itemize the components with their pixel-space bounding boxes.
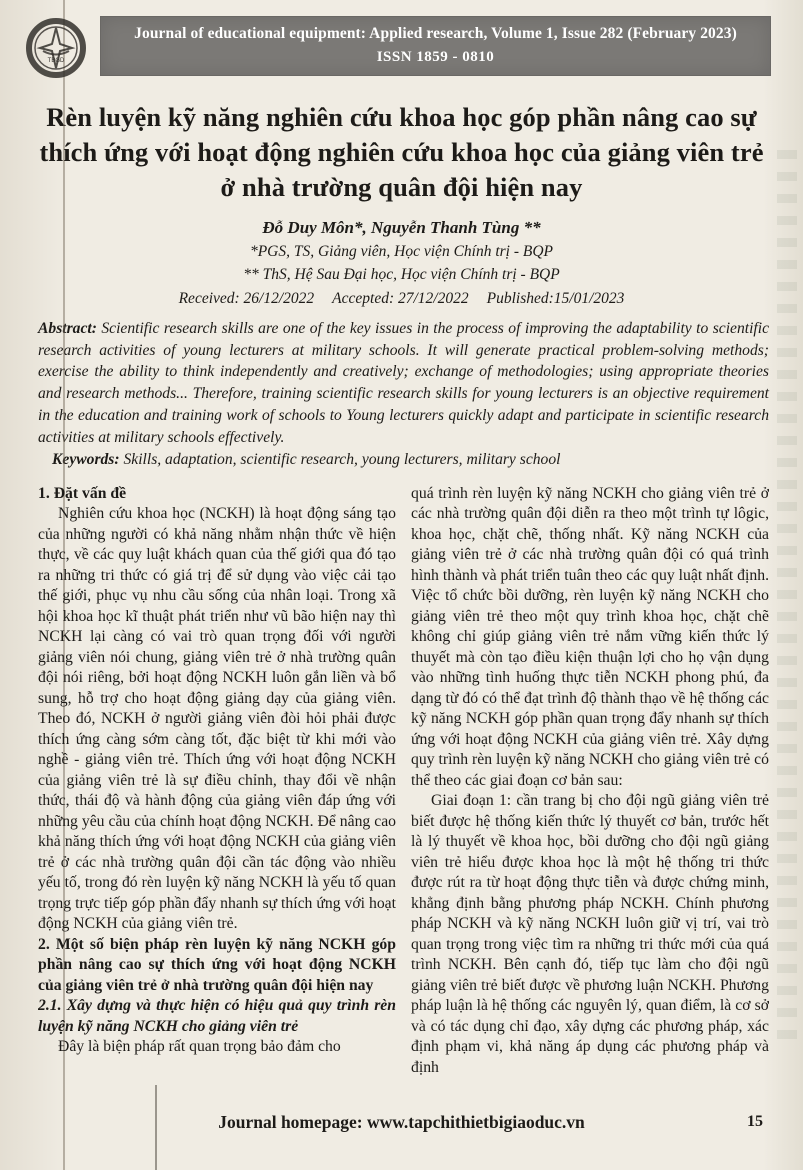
page-bleed-through [777,150,797,1050]
section-1-paragraph: Nghiên cứu khoa học (NCKH) là hoạt động sáng tạo của những người có khả năng nhằm nhận thức về hiện thực, về các quy luật khách quan của thế giới qua đó tạo ra những tri thức có giá trị để sử dụng vào việc cải tạo thế giới, phục vụ nhu cầu sống của nhân loại. Trong xã hội khoa học kĩ thuật phát triển như vũ bão hiện nay thì NCKH lại càng có vai trò quan trọng đối với người giảng viên nói chung, giảng viên trẻ ở nhà trường quân đội nói riêng, bởi hoạt động NCKH luôn gắn liền và bổ sung, hỗ trợ cho hoạt động giảng dạy của giảng viên. Theo đó, NCKH ở người giảng viên đòi hỏi phải được thích ứng càng sớm càng tốt, đặc biệt từ khi mới vào nghề - giảng viên trẻ. Thích ứng với hoạt động NCKH của giảng viên trẻ là sự điều chỉnh, thay đổi về nhận thức, thái độ và hành động của giảng viên đáp ứng với những yêu cầu của chính hoạt động NCKH. Để nâng cao khả năng thích ứng với hoạt động NCKH của giảng viên trẻ ở các nhà trường quân đội cần tác động vào nhiều yếu tố, trong đó rèn luyện kỹ năng NCKH là yếu tố quan trọng trực tiếp góp phần đẩy nhanh sự thích ứng với hoạt động NCKH của giảng viên trẻ. [38,505,396,933]
abstract-paragraph [38,318,769,449]
page-header [26,16,771,78]
right-column-paragraph-2: Giai đoạn 1: cần trang bị cho đội ngũ giảng viên trẻ biết được hệ thống kiến thức lý thuyết cơ bản, trước hết là lý thuyết về khoa học, bồi dưỡng cho đội ngũ giảng viên trẻ hiểu được khoa học là một hệ thống tri thức được rút ra từ hoạt động thực tiễn và được chứng minh, khẳng định bằng phương pháp NCKH. Chính phương pháp NCKH và kỹ năng NCKH luôn giữ vị trí, vai trò quan trọng trong việc tìm ra những tri thức mới của quá trình NCKH. Bên cạnh đó, tiếp tục làm cho đội ngũ giảng viên trẻ biết được về phương luận NCKH. Phương pháp luận là hệ thống các nguyên lý, quan điểm, là cơ sở và có tác dụng chỉ đạo, xây dựng các phương pháp, xác định phạm vi, khả năng áp dụng các phương pháp và định [411,792,769,1076]
author-byline: Đỗ Duy Môn*, Nguyễn Thanh Tùng ** [262,217,541,237]
section-2-1-paragraph: Đây là biện pháp rất quan trọng bảo đảm cho [58,1038,341,1056]
section-1-heading: 1. Đặt vấn đề [38,485,127,502]
left-column [38,484,396,1108]
journal-title-line: Journal of educational equipment: Applied research, Volume 1, Issue 282 (February 2023) [134,25,737,42]
section-2-1-heading: 2.1. Xây dựng và thực hiện có hiệu quả quy trình rèn luyện kỹ năng NCKH cho giảng viên trẻ [38,997,396,1035]
abstract-label: Abstract: [38,319,97,337]
article-title: Rèn luyện kỹ năng nghiên cứu khoa học góp phần nâng cao sự thích ứng với hoạt động nghiên cứu khoa học của giảng viên trẻ ở nhà trường quân đội hiện nay [39,102,764,203]
keywords-label: Keywords: [52,450,120,468]
right-column-paragraph-1: quá trình rèn luyện kỹ năng NCKH cho giảng viên trẻ ở các nhà trường quân đội diễn ra theo một trình tự lôgic, khoa học, chặt chẽ, thống nhất. Kỹ năng NCKH của giảng viên trẻ ở các nhà trường quân đội có quá trình hình thành và phát triển tuân theo các quy luật nhất định. Việc tổ chức bồi dưỡng, rèn luyện kỹ năng NCKH cho giảng viên trẻ theo một quy trình khoa học, chặt chẽ không chỉ giúp giảng viên trẻ nắm vững kiến thức lý thuyết mà còn tạo điều kiện thuận lợi cho họ vận dụng vào những tình huống thực tiễn NCKH phong phú, đa dạng từ đó có thể đạt trình độ thành thạo về hệ thống các kỹ năng NCKH góp phần quan trọng đẩy nhanh sự thích ứng với hoạt động NCKH của giảng viên trẻ. Xây dựng quy trình rèn luyện kỹ năng NCKH cho giảng viên trẻ có thể theo các giai đoạn cơ bản sau: [411,485,769,789]
affiliation-1: *PGS, TS, Giảng viên, Học viện Chính trị - BQP [249,242,554,260]
body-two-columns [38,484,769,1108]
abstract-text: Scientific research skills are one of the key issues in the process of improving the adaptability to scientific research activities of young lecturers at military schools. It will generate practical problem-solving methods; exercise the ability to think independently and creatively; exchange of methodologies; using appropriate theories and research methods... Therefore, training scientific research skills for young lecturers is an objective requirement in the education and training work of schools to Young lecturers quickly adapt and participate in scientific research activities at military schools effectively. [38,319,769,446]
journal-banner [100,16,771,76]
accepted-date: Accepted: 27/12/2022 [332,289,469,307]
article-dates [0,290,803,308]
affiliation-2: ** ThS, Hệ Sau Đại học, Học viện Chính trị - BQP [243,265,560,283]
keywords-text: Skills, adaptation, scientific research, young lecturers, military school [119,450,561,468]
section-2-heading: 2. Một số biện pháp rèn luyện kỹ năng NCKH góp phần nâng cao sự thích ứng với hoạt động NCKH của giảng viên trẻ ở nhà trường quân đội hiện nay [38,935,396,994]
logo-text: TBGD [47,58,65,64]
journal-logo-icon [26,18,86,78]
page-footer [0,1112,803,1146]
received-date: Received: 26/12/2022 [178,289,315,307]
published-date: Published:15/01/2023 [486,289,625,307]
right-column [411,484,769,1108]
journal-homepage-link[interactable]: Journal homepage: www.tapchithietbigiaoduc.vn [218,1112,585,1132]
page-number: 15 [747,1113,763,1130]
keywords-line [52,451,769,469]
journal-issn-line: ISSN 1859 - 0810 [376,49,495,65]
